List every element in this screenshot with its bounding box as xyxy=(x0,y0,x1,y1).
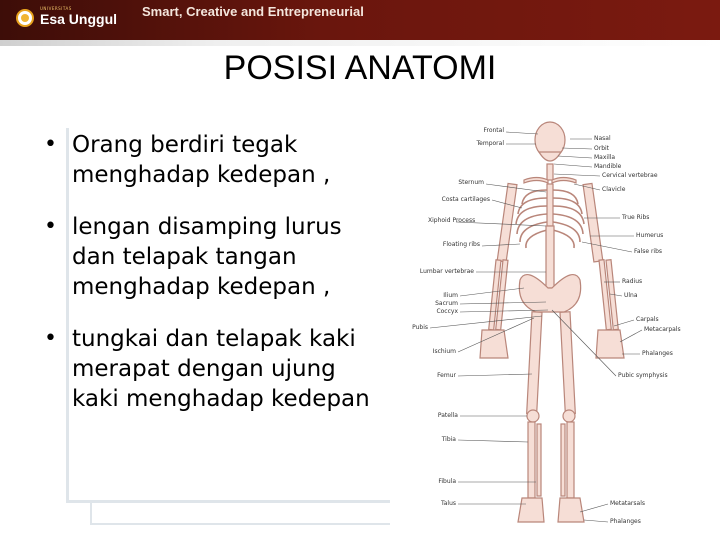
skeleton-svg xyxy=(402,112,712,532)
bullet-item: • Orang berdiri tegak menghadap kedepan , xyxy=(28,130,386,190)
patella-left xyxy=(527,410,539,422)
foot-right xyxy=(558,498,584,522)
label-nasal: Nasal xyxy=(594,135,611,142)
logo-text: Esa Unggul xyxy=(40,11,118,27)
label-patella: Patella xyxy=(437,412,458,419)
label-pubis: Pubis xyxy=(412,324,428,331)
label-mandible: Mandible xyxy=(594,163,622,170)
label-lumbar-vertebrae: Lumbar vertebrae xyxy=(419,268,474,275)
label-frontal: Frontal xyxy=(483,127,504,134)
femur-left xyxy=(527,312,542,414)
label-pubic-symphysis: Pubic symphysis xyxy=(618,372,668,379)
cervical-spine xyxy=(547,164,553,180)
lumbar-spine xyxy=(546,226,554,288)
label-sacrum: Sacrum xyxy=(435,300,458,307)
label-cervical-vertebrae: Cervical vertebrae xyxy=(602,172,658,179)
label-ischium: Ischium xyxy=(432,348,456,355)
humerus-right xyxy=(583,183,603,261)
label-phalanges-foot: Phalanges xyxy=(610,518,641,525)
label-talus: Talus xyxy=(441,500,456,507)
bullet-item: • tungkai dan telapak kaki merapat dengan ujung kaki menghadap kedepan xyxy=(28,324,386,414)
logo-small-text: UNIVERSITAS xyxy=(40,6,72,11)
foot-left xyxy=(518,498,544,522)
patella-right xyxy=(563,410,575,422)
label-carpals: Carpals xyxy=(636,316,659,323)
tibia-left xyxy=(528,422,535,498)
page-title: POSISI ANATOMI xyxy=(223,49,497,87)
label-false-ribs: False ribs xyxy=(634,248,663,255)
label-sternum: Sternum xyxy=(458,179,484,186)
clavicle-right xyxy=(552,178,576,184)
label-temporal: Temporal xyxy=(476,140,504,147)
label-true-ribs: True Ribs xyxy=(622,214,650,221)
tibia-right xyxy=(567,422,574,498)
frame-line-base xyxy=(90,523,390,525)
label-metatarsals: Metatarsals xyxy=(610,500,645,507)
bullet-list xyxy=(28,130,386,414)
label-costa-cartilages: Costa cartilages xyxy=(441,196,490,203)
label-ilium: Ilium xyxy=(443,292,458,299)
skeleton-diagram xyxy=(402,112,712,532)
humerus-left xyxy=(497,183,517,261)
label-tibia: Tibia xyxy=(441,436,456,443)
sternum-bone xyxy=(547,184,553,226)
label-femur: Femur xyxy=(437,372,456,379)
university-logo xyxy=(8,5,138,35)
label-humerus: Humerus xyxy=(636,232,664,239)
label-orbit: Orbit xyxy=(594,145,610,152)
bullet-item: • lengan disamping lurus dan telapak tangan menghadap kedepan , xyxy=(28,212,386,302)
fibula-left xyxy=(537,424,541,496)
hand-left xyxy=(480,330,508,358)
content-area xyxy=(28,130,386,436)
frame-line-bottom xyxy=(66,500,390,503)
label-ulna: Ulna xyxy=(624,292,638,299)
label-floating-ribs: Floating ribs xyxy=(442,241,480,248)
logo-emblem-icon xyxy=(16,9,34,27)
label-radius: Radius xyxy=(622,278,643,285)
label-xiphoid-process: Xiphoid Process xyxy=(428,217,476,224)
mandible-bone xyxy=(539,152,561,161)
label-clavicle: Clavicle xyxy=(602,186,626,193)
fibula-right xyxy=(561,424,565,496)
header-band xyxy=(0,0,720,40)
label-phalanges-hand: Phalanges xyxy=(642,350,673,357)
hand-right xyxy=(596,330,624,358)
clavicle-left xyxy=(524,178,548,184)
label-fibula: Fibula xyxy=(438,478,456,485)
label-coccyx: Coccyx xyxy=(436,308,458,315)
frame-line-inner xyxy=(90,503,92,525)
femur-right xyxy=(560,312,575,414)
label-metacarpals: Metacarpals xyxy=(644,326,681,333)
label-maxilla: Maxilla xyxy=(594,154,616,161)
tagline: Smart, Creative and Entrepreneurial xyxy=(142,4,364,19)
